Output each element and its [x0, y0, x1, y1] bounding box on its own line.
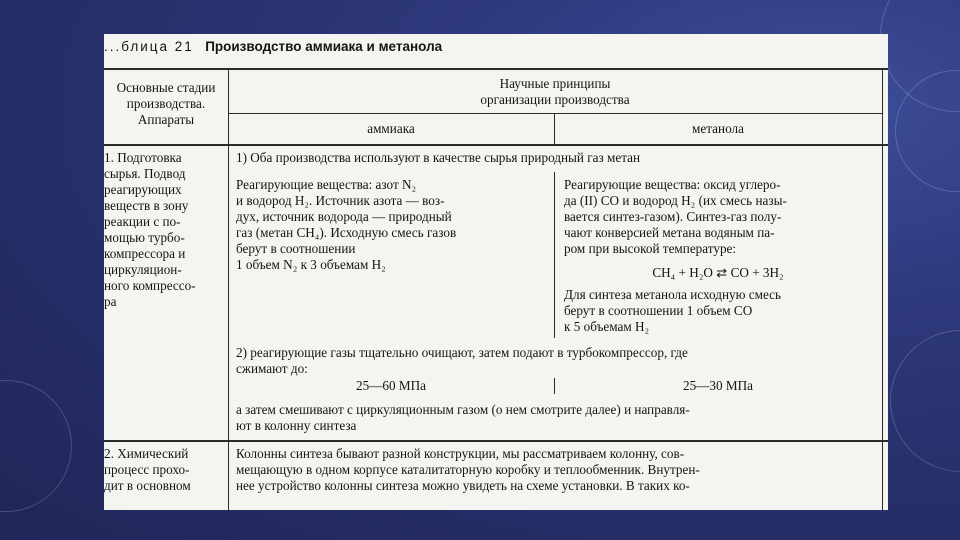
header-stages	[104, 80, 228, 128]
point2-line: сжимают до:	[236, 361, 308, 376]
ammonia-line: дух, источник водорода — природный	[236, 209, 452, 224]
header-col-ammonia: аммиака	[367, 121, 415, 136]
methanol-line: вается синтез-газом). Синтез-газ полу-	[564, 209, 782, 224]
header-principles	[228, 76, 882, 108]
row1-stage-line: реакции с по-	[104, 214, 181, 229]
ammonia-line: и водород H₂. Источник азота — воз-	[236, 193, 445, 208]
row1-stage-line: реагирующих	[104, 182, 182, 197]
row2-stage-line: процесс прохо-	[104, 462, 190, 477]
methanol-line: Для синтеза метанола исходную смесь	[564, 287, 782, 302]
methanol-equation: CH₄ + H₂O ⇄ CO + 3H₂	[652, 265, 784, 280]
row1-point2	[236, 345, 688, 377]
row1-stage-line: 1. Подготовка	[104, 150, 182, 165]
row1-stage-line: ного компрессо-	[104, 278, 196, 293]
row1-stage-line: мощью турбо-	[104, 230, 185, 245]
pressure-ammonia: 25—60 МПа	[356, 378, 426, 393]
point2-end-line: а затем смешивают с циркуляционным газом (о нем смотрите далее) и направля-	[236, 402, 690, 417]
row1-stage-line: сырья. Подвод	[104, 166, 186, 181]
header-principles-line: Научные принципы	[499, 76, 611, 91]
scanned-table-page	[104, 34, 888, 510]
row1-point1: 1) Оба производства используют в качестве сырья природный газ метан	[236, 150, 641, 165]
row1-ammonia-text	[236, 177, 456, 273]
header-stages-line: Основные стадии	[116, 80, 216, 95]
row2-stage-line: 2. Химический	[104, 446, 189, 461]
methanol-line: чают конверсией метана водяным па-	[564, 225, 775, 240]
row1-stage-line: циркуляцион-	[104, 262, 182, 277]
point2-end-line: ют в колонну синтеза	[236, 418, 357, 433]
row2-line: Колонны синтеза бывают разной конструкции, мы рассматриваем колонну, сов-	[236, 446, 685, 461]
rule-divider-reactants	[554, 172, 555, 338]
rule-row-separator	[104, 440, 888, 442]
background-ring-3	[890, 330, 960, 472]
table-caption-prefix: ...блица 21	[104, 39, 194, 54]
rule-header-bottom	[104, 144, 888, 146]
background-ring-4	[0, 380, 72, 512]
row1-stage-line: компрессора и	[104, 246, 186, 261]
pressure-methanol: 25—30 МПа	[683, 378, 753, 393]
row2-stage-line: дит в основном	[104, 478, 191, 493]
header-stages-line: производства.	[126, 96, 206, 111]
row2-text	[236, 446, 700, 494]
methanol-line: да (II) CO и водород H₂ (их смесь назы-	[564, 193, 787, 208]
header-principles-line: организации производства	[480, 92, 630, 107]
methanol-line: берут в соотношении 1 объем CO	[564, 303, 753, 318]
table-caption-title: Производство аммиака и метанола	[205, 39, 443, 54]
point2-line: 2) реагирующие газы тщательно очищают, затем подают в турбокомпрессор, где	[236, 345, 688, 360]
row1-stage-line: веществ в зону	[104, 198, 189, 213]
header-stages-line: Аппараты	[137, 112, 195, 127]
header-col-methanol: метанола	[692, 121, 744, 136]
rule-under-principles	[228, 113, 882, 114]
row1-stage	[104, 150, 224, 310]
methanol-line: ром при высокой температуре:	[564, 241, 737, 256]
ammonia-line: Реагирующие вещества: азот N₂	[236, 177, 417, 192]
row1-methanol-text-2	[564, 287, 781, 335]
row2-line: нее устройство колонны синтеза можно увидеть на схеме установки. В таких ко-	[236, 478, 690, 493]
rule-vertical-right	[882, 68, 883, 510]
row2-line: мещающую в одном корпусе каталитаторную коробку и теплообменник. Внутрен-	[236, 462, 700, 477]
methanol-line: Реагирующие вещества: оксид углеро-	[564, 177, 781, 192]
row1-point2-end	[236, 402, 690, 434]
methanol-line: к 5 объемам H₂	[564, 319, 650, 334]
ammonia-line: 1 объем N₂ к 3 объемам H₂	[236, 257, 386, 272]
row1-methanol-text	[564, 177, 787, 257]
table-caption	[104, 39, 442, 55]
row1-stage-line: ра	[104, 294, 117, 309]
rule-top	[104, 68, 888, 70]
ammonia-line: берут в соотношении	[236, 241, 356, 256]
row2-stage	[104, 446, 224, 494]
ammonia-line: газ (метан CH₄). Исходную смесь газов	[236, 225, 457, 240]
